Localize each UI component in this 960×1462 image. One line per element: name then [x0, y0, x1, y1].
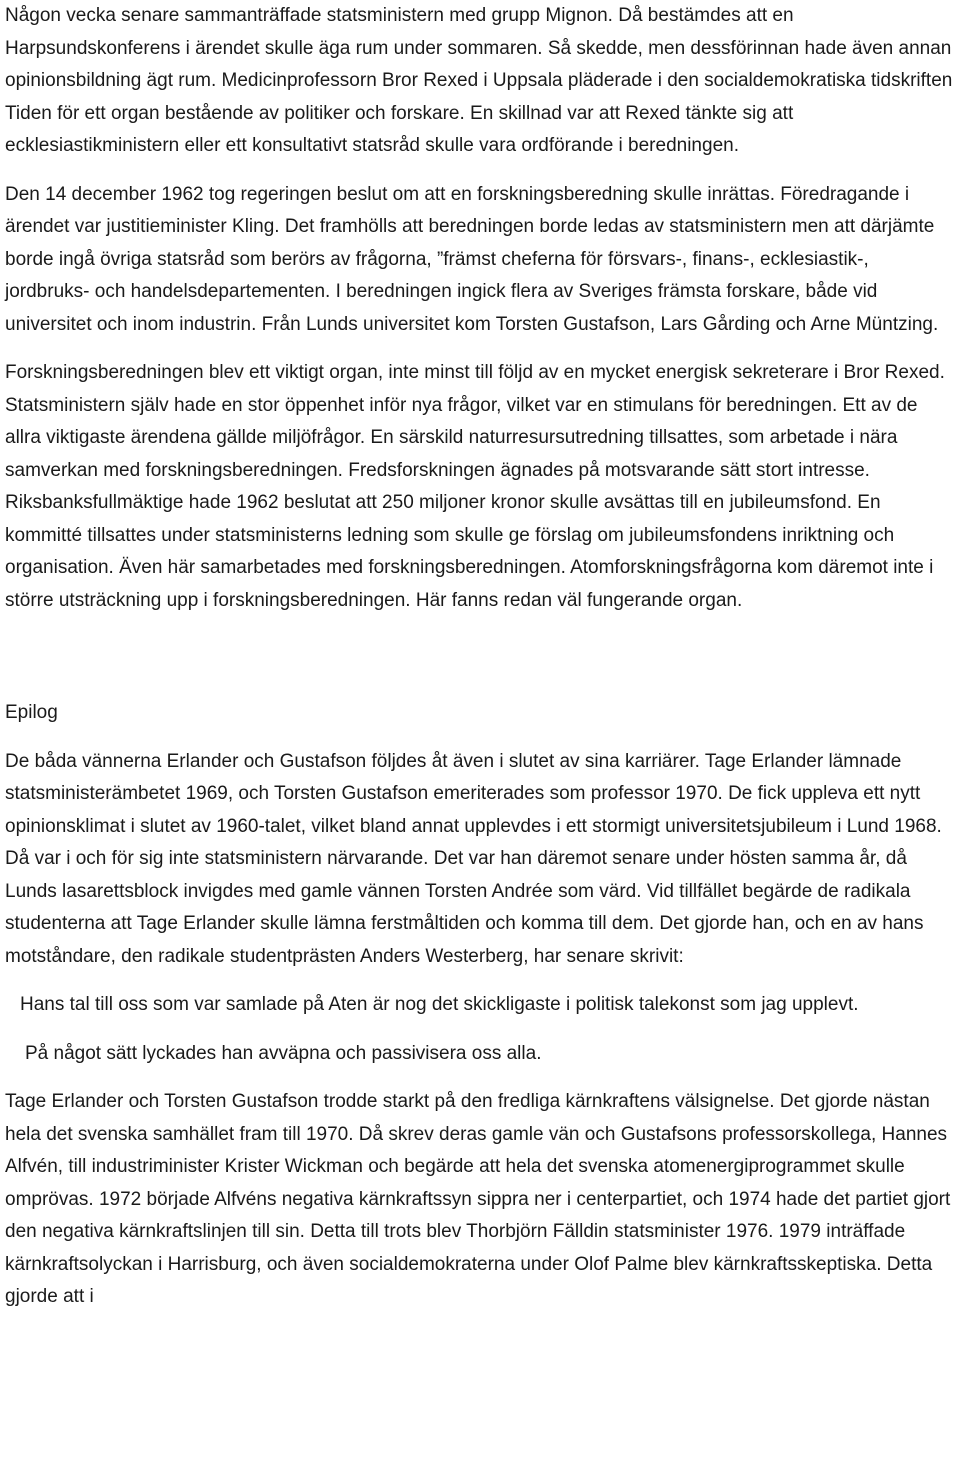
paragraph-3: Forskningsberedningen blev ett viktigt organ, inte minst till följd av en mycket energisk sekreterare i Bror Rexed. Statsministern själv hade en stor öppenhet inför nya frågor, vilket var en stimulans för beredningen. Ett av de allra viktigaste ärendena gällde miljöfrågor. En särskild naturresursutredning tillsattes, som arbetade i nära samverkan med forskningsberedningen. Fredsforskningen ägnades på motsvarande sätt stort intresse. Riksbanksfullmäktige hade 1962 beslutat att 250 miljoner kronor skulle avsättas till en jubileumsfond. En kommitté tillsattes under statsministerns ledning som skulle ge förslag om jubileumsfondens inriktning och organisation. Även här samarbetades med forskningsberedningen. Atomforskningsfrågorna kom däremot inte i större utsträckning upp i forskningsberedningen. Här fanns redan väl fungerande organ. — [5, 362, 945, 611]
paragraph-4: De båda vännerna Erlander och Gustafson följdes åt även i slutet av sina karriärer. Tage Erlander lämnade statsministerämbetet 1969, och Torsten Gustafson emeriterades som professor 1970. De fick uppleva ett nytt opinionsklimat i slutet av 1960-talet, vilket bland annat upplevdes i ett stormigt universitetsjubileum i Lund 1968. Då var i och för sig inte statsministern närvarande. Det var han däremot senare under hösten samma år, då Lunds lasarettsblock invigdes med gamle vännen Torsten Andrée som värd. Vid tillfället begärde de radikala studenterna att Tage Erlander skulle lämna ferstmåltiden och komma till dem. Det gjorde han, och en av hans motståndare, den radikale studentprästen Anders Westerberg, har senare skrivit: — [5, 750, 942, 967]
paragraph-5: Tage Erlander och Torsten Gustafson trodde starkt på den fredliga kärnkraftens välsignelse. Det gjorde nästan hela det svenska samhället fram till 1970. Då skrev deras gamle vän och Gustafsons professorskollega, Hannes Alfvén, till industriminister Krister Wickman och begärde att hela det svenska atomenergiprogrammet skulle omprövas. 1972 började Alfvéns negativa kärnkraftssyn sippra ner i centerpartiet, och 1974 hade det partiet gjort den negativa kärnkraftslinjen till sin. Detta till trots blev Thorbjörn Fälldin statsminister 1976. 1979 inträffade kärnkraftsolyckan i Harrisburg, och även socialdemokraterna under Olof Palme blev kärnkraftsskeptiska. Detta gjorde att i — [5, 1091, 951, 1307]
spacer — [5, 617, 957, 697]
spacer — [5, 341, 957, 357]
spacer — [5, 163, 957, 179]
section-heading: Epilog — [5, 702, 58, 723]
paragraph-1: Någon vecka senare sammanträffade statsministern med grupp Mignon. Då bestämdes att en Harpsundskonferens i ärendet skulle äga rum under sommaren. Så skedde, men dessförinnan hade även annan opinionsbildning ägt rum. Medicinprofessorn Bror Rexed i Uppsala pläderade i den socialdemokratiska tidskriften Tiden för ett organ bestående av politiker och forskare. En skillnad var att Rexed tänkte sig att ecklesiastikministern eller ett konsultativt statsråd skulle vara ordförande i beredningen. — [5, 5, 953, 156]
spacer — [5, 1070, 957, 1086]
document-page — [5, 0, 957, 1314]
spacer — [5, 973, 957, 989]
paragraph-2: Den 14 december 1962 tog regeringen beslut om att en forskningsberedning skulle inrättas. Föredragande i ärendet var justitieminister Kling. Det framhölls att beredningen borde ledas av statsministern men att därjämte borde ingå övriga statsråd som berörs av frågorna, ”främst cheferna för försvars-, finans-, ecklesiastik-, jordbruks- och handelsdepartementen. I beredningen ingick flera av Sveriges främsta forskare, både vid universitet och inom industrin. Från Lunds universitet kom Torsten Gustafson, Lars Gårding och Arne Müntzing. — [5, 183, 939, 335]
spacer — [5, 1022, 957, 1038]
quote-2: På något sätt lyckades han avväpna och passivisera oss alla. — [25, 1042, 542, 1064]
quote-1: Hans tal till oss som var samlade på Aten är nog det skickligaste i politisk talekonst som jag upplevt. — [20, 994, 859, 1015]
spacer — [5, 730, 957, 746]
